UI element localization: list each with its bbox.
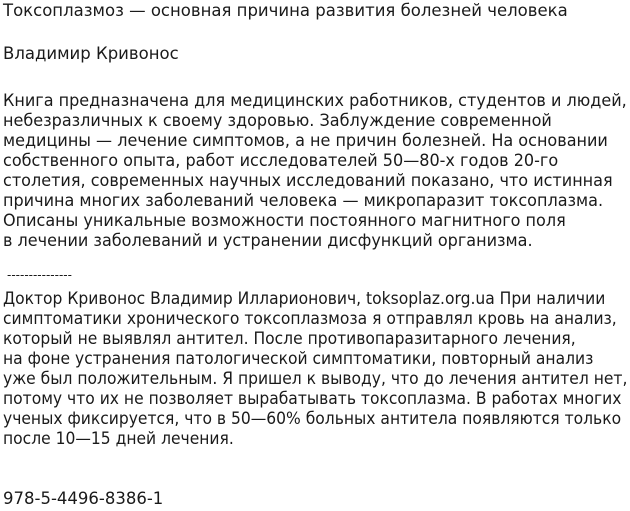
annotation-line: Книга предназначена для медицинских работников, студентов и людей, — [3, 91, 627, 110]
quote-line: на фоне устранения патологической симптоматики, повторный анализ — [3, 349, 594, 368]
annotation-line: в лечении заболеваний и устранении дисфункций организма. — [3, 231, 533, 250]
book-author: Владимир Кривонос — [3, 44, 179, 63]
quote-line: ученых фиксируется, что в 50—60% больных антитела появляются только — [3, 409, 622, 428]
isbn-number: 978-5-4496-8386-1 — [3, 489, 164, 508]
book-title: Токсоплазмоз — основная причина развития болезней человека — [3, 1, 568, 20]
annotation-line: медицины — лечение симптомов, а не причин болезней. На основании — [3, 131, 608, 150]
quote-line: который не выявлял антител. После противопаразитарного лечения, — [3, 329, 576, 348]
quote-line: после 10—15 дней лечения. — [3, 429, 234, 448]
annotation-line: Описаны уникальные возможности постоянного магнитного поля — [3, 211, 566, 230]
annotation-line: столетия, современных научных исследований показано, что истинная — [3, 171, 613, 190]
section-separator: --------------- — [7, 268, 72, 282]
quote-line: потому что их не позволяет вырабатывать токсоплазма. В работах многих — [3, 389, 622, 408]
annotation-line: причина многих заболеваний человека — микропаразит токсоплазма. — [3, 191, 604, 210]
quote-line: уже был положительным. Я пришел к выводу, что до лечения антител нет, — [3, 369, 628, 388]
quote-line: симптоматики хронического токсоплазмоза я отправлял кровь на анализ, — [3, 309, 617, 328]
quote-line: Доктор Кривонос Владимир Илларионович, toksoplaz.org.ua При наличии — [3, 289, 606, 308]
annotation-line: собственного опыта, работ исследователей 50—80-х годов 20-го — [3, 151, 559, 170]
author-quote — [3, 289, 630, 449]
book-annotation — [3, 91, 630, 251]
annotation-line: небезразличных к своему здоровью. Заблуждение современной — [3, 111, 552, 130]
